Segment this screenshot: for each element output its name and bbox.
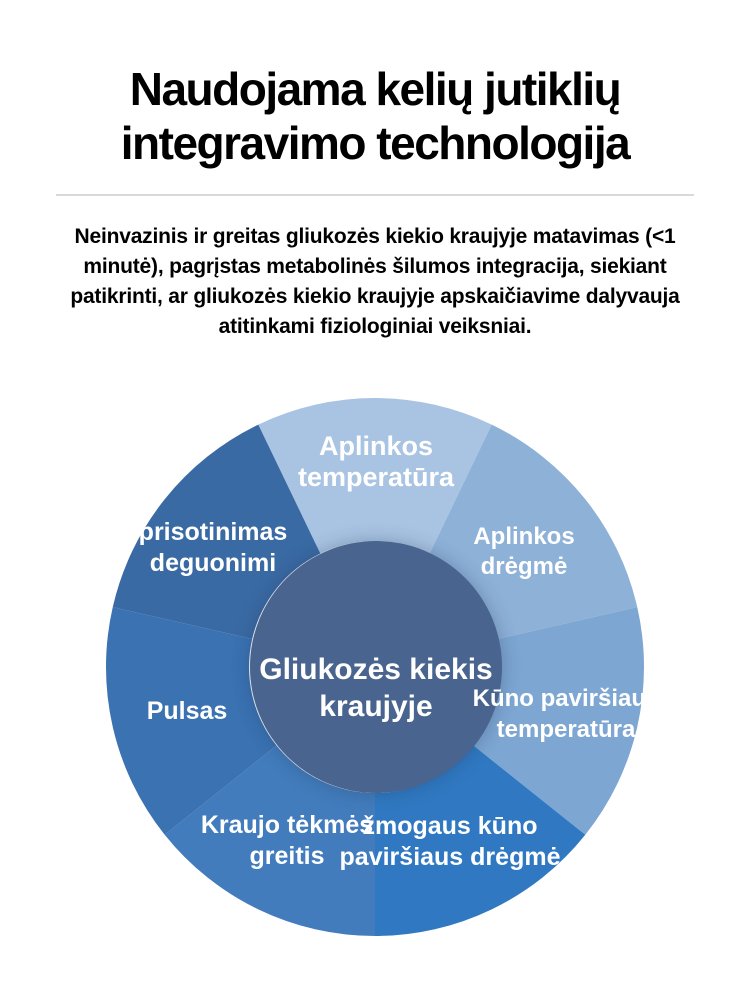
segment-label-pulsas: Pulsas (146, 697, 228, 725)
segment-label-zmogaus-kuno-pavirsiaus-dregme: žmogaus kūno paviršiaus drėgmė (339, 812, 561, 871)
segment-label-aplinkos-dregme: Aplinkos drėgmė (473, 523, 575, 580)
intro-line: patikrinti, ar gliukozės kiekio kraujyje apskaičiavime dalyvauja (70, 285, 680, 308)
segment-label-kraujo-tekmes-greitis: Kraujo tėkmės greitis (200, 811, 374, 870)
segment-label-aplinkos-temperatura: Aplinkos temperatūra (297, 431, 455, 492)
page-title-line-2: integravimo technologija (120, 117, 630, 169)
intro-line: atitinkami fiziologiniai veiksniai. (218, 315, 532, 338)
donut-center-label: Gliukozės kiekis kraujyje (259, 653, 493, 723)
segment-label-kuno-pavirsiaus-temperatura: Kūno paviršiaus temperatūra (472, 685, 660, 743)
page-title-line-1: Naudojama kelių jutiklių (129, 63, 621, 115)
intro-line: minutė), pagrįstas metabolinės šilumos integracija, siekiant (83, 255, 667, 278)
segment-label-prisotinimas-deguonimi: prisotinimas deguonimi (138, 518, 288, 577)
intro-line: Neinvazinis ir greitas gliukozės kiekio kraujyje matavimas (<1 (74, 225, 676, 248)
